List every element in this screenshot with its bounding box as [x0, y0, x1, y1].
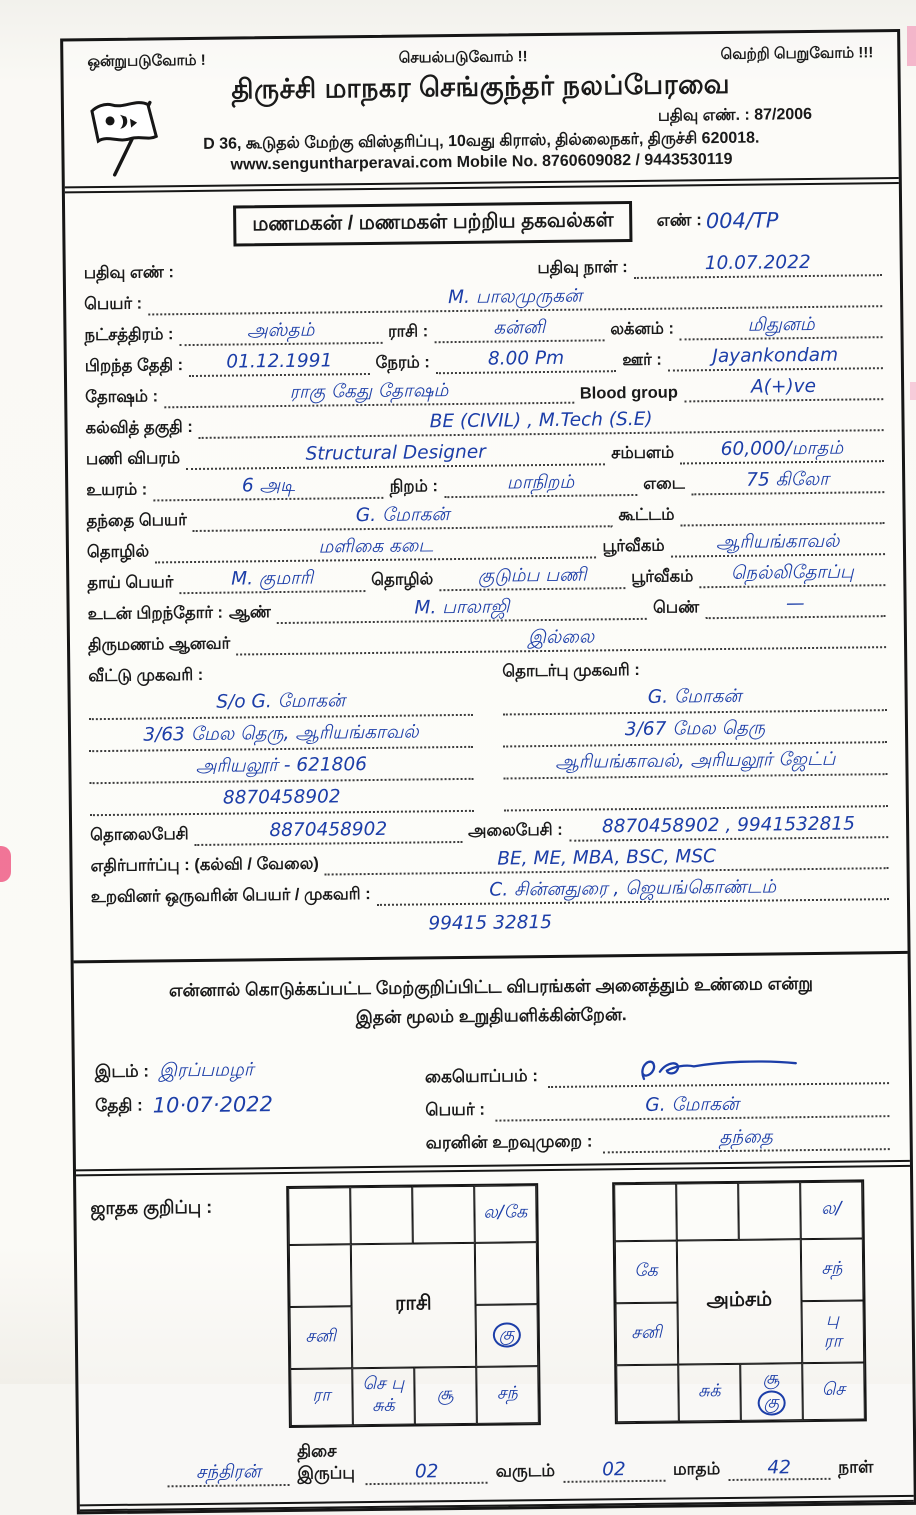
rasi-cell-r1c2	[350, 1186, 413, 1244]
org-website-mobile: www.senguntharperavai.com Mobile No. 8760609082 / 9443530119	[230, 150, 733, 174]
dasa-years-field: 02	[366, 1460, 488, 1484]
row-mother	[87, 563, 885, 595]
dob-field: 01.12.1991	[189, 352, 370, 377]
amsam-cell-r4c4: செ	[802, 1362, 865, 1420]
father-native-label: பூர்வீகம்	[602, 536, 665, 556]
form-title-row	[65, 184, 900, 252]
rasi-cell-r4c4: சந்	[476, 1366, 539, 1424]
place-row	[95, 1058, 385, 1084]
amsam-cell-r2c4: சந்	[801, 1238, 864, 1301]
complexion-label: நிறம் :	[389, 477, 439, 496]
rasi-cell-r2c4	[475, 1242, 538, 1305]
scan-edge-mark-right-top	[907, 26, 916, 66]
slogan-center: செயல்படுவோம் !!	[398, 48, 528, 67]
letterhead	[63, 32, 899, 186]
dasa-months-field: 02	[563, 1458, 665, 1482]
rasi-cell-r3c4: கு	[475, 1304, 538, 1367]
dosham-field: ராகு கேது தோஷம்	[164, 381, 574, 409]
row-phones	[90, 815, 888, 847]
education-field: BE (CIVIL) , M.Tech (S.E)	[199, 408, 884, 439]
siblings-male-label: ஆண்	[228, 603, 271, 622]
job-label: பணி விபரம்	[85, 449, 181, 469]
mobile-label: அலைபேசி :	[467, 820, 563, 840]
rasi-cell-r4c1: ரா	[290, 1368, 353, 1426]
siblings-male-field: M. பாலாஜி	[277, 597, 647, 624]
rasi-chart-title: ராசி	[351, 1243, 476, 1368]
blood-group-field: A(+)ve	[684, 377, 884, 402]
signoff-right	[425, 1042, 890, 1155]
relation-label: வரனின் உறவுமுறை :	[425, 1131, 593, 1153]
birth-time-label: நேரம் :	[375, 353, 430, 372]
home-address-line-3: அரியலூர் - 621806	[89, 755, 473, 784]
signoff-left	[95, 1048, 386, 1159]
row-father-job	[87, 532, 885, 564]
row-birth	[85, 346, 883, 378]
amsam-cell-r2c1: கே	[615, 1240, 678, 1303]
weight-field: 75 கிலோ	[691, 470, 885, 495]
kootam-label: கூட்டம்	[618, 505, 675, 525]
row-star-rasi-lagnam	[84, 315, 882, 347]
reg-date-label: பதிவு நாள் :	[537, 258, 628, 278]
rasi-label: ராசி :	[387, 322, 429, 341]
relation-field: தந்தை	[602, 1127, 889, 1153]
home-address-column	[88, 663, 474, 816]
address-section	[88, 658, 888, 816]
declaration-line-1: என்னால் கொடுக்கப்பட்ட மேற்குறிப்பிட்ட விபரங்கள் அனைத்தும் உண்மை என்று	[168, 973, 814, 1001]
mother-job-field: குடும்ப பணி	[439, 566, 625, 591]
dasa-balance-row	[79, 1425, 914, 1504]
father-name-field: G. மோகன்	[193, 504, 613, 532]
mobile-field: 8870458902 , 9941532815	[569, 815, 889, 842]
father-name-label: தந்தை பெயர்	[86, 511, 187, 531]
section-divider-thick	[74, 951, 908, 963]
home-address-line-4: 8870458902	[90, 787, 474, 816]
relative-label: உறவினர் ஒருவரின் பெயர் / முகவரி :	[90, 885, 371, 907]
kootam-field	[680, 501, 884, 526]
date-label: தேதி :	[95, 1095, 143, 1115]
mother-name-field: M. குமாரி	[179, 569, 365, 594]
reg-date-field: 10.07.2022	[634, 253, 882, 279]
org-registration-number: பதிவு எண். : 87/2006	[657, 105, 813, 125]
relative-field: C. சின்னதுரை , ஜெயங்கொண்டம்	[377, 877, 889, 906]
contact-address-line-1: G. மோகன்	[503, 686, 887, 715]
father-job-field: மளிகை கடை	[155, 535, 597, 563]
declaration	[74, 968, 909, 1035]
salary-label: சம்பளம்	[611, 443, 675, 463]
birth-time-field: 8.00 Pm	[436, 349, 617, 374]
height-label: உயரம் :	[86, 480, 148, 500]
weight-label: எடை	[643, 474, 685, 493]
dob-label: பிறந்த தேதி :	[84, 356, 184, 376]
amsam-cell-r3c1: சனி	[615, 1302, 678, 1365]
job-field: Structural Designer	[186, 442, 605, 470]
mother-native-field: நெல்லிதோப்பு	[699, 563, 885, 588]
siblings-female-label: பெண்	[652, 598, 700, 617]
salary-field: 60,000/மாதம்	[680, 439, 884, 464]
form-outer-border	[60, 29, 916, 1514]
form-body	[66, 243, 908, 946]
dasa-label-4: நாள்	[838, 1457, 874, 1477]
height-field: 6 அடி	[153, 476, 384, 502]
serial-number	[656, 208, 778, 233]
place-label: இடம் :	[94, 1061, 150, 1081]
complexion-field: மாநிறம்	[444, 473, 638, 498]
birth-place-label: ஊர் :	[622, 350, 662, 370]
name-field: M. பாலமுருகன்	[148, 284, 882, 315]
row-name	[84, 284, 882, 316]
reg-no-label: பதிவு எண் :	[83, 263, 175, 283]
name-label: பெயர் :	[84, 294, 143, 314]
dasa-label-1: திசை இருப்பு	[297, 1441, 356, 1483]
date-row	[95, 1091, 385, 1118]
row-physical	[86, 470, 884, 502]
rasi-cell-r4c2: செ பு சுக்	[352, 1367, 415, 1425]
married-field: இல்லை	[236, 625, 886, 655]
star-field: அஸ்தம்	[179, 321, 382, 346]
amsam-cell-r4c3	[740, 1363, 803, 1421]
scan-edge-mark-left	[0, 846, 11, 882]
row-relative	[91, 877, 889, 909]
amsam-cell-r1c2	[676, 1183, 739, 1241]
slogan-left: ஒன்றுபடுவோம் !	[87, 51, 206, 71]
amsam-cell-r1c3	[738, 1182, 801, 1240]
serial-value: 004/TP	[705, 207, 779, 233]
row-siblings	[88, 594, 886, 626]
dasa-label-3: மாதம்	[672, 1458, 721, 1479]
horoscope-section	[76, 1167, 913, 1434]
date-value: 10·07·2022	[152, 1091, 274, 1118]
signer-name-row	[425, 1094, 889, 1122]
reg-no-blank	[180, 280, 531, 284]
row-relative-phone	[91, 908, 889, 938]
organization-name: திருச்சி மாநகர செங்குந்தர் நலப்பேரவை	[231, 68, 731, 105]
birth-place-field: Jayankondam	[668, 346, 883, 371]
slogan-right: வெற்றி பெறுவோம் !!!	[720, 44, 874, 63]
mother-name-label: தாய் பெயர்	[87, 573, 174, 593]
expectation-label: எதிர்பார்ப்பு : (கல்வி / வேலை)	[90, 854, 319, 876]
row-expectation	[90, 846, 888, 878]
dosham-label: தோஷம் :	[85, 387, 159, 407]
dasa-label-2: வருடம்	[495, 1460, 556, 1481]
father-job-label: தொழில்	[86, 542, 150, 562]
scan-edge-mark-right-mid	[910, 382, 916, 400]
amsam-chart	[612, 1179, 867, 1424]
declaration-line-2: இதன் மூலம் உறுதியளிக்கின்றேன்.	[355, 1003, 627, 1028]
father-native-field: ஆரியங்காவல்	[670, 532, 885, 557]
row-job-salary	[86, 439, 884, 471]
row-education	[85, 408, 883, 440]
blood-group-label: Blood group	[579, 383, 678, 403]
contact-address-column	[502, 658, 888, 811]
mother-native-label: பூர்வீகம்	[631, 567, 694, 587]
mother-job-label: தொழில்	[371, 570, 434, 589]
amsam-cell-r4c2: சுக்	[678, 1364, 741, 1422]
relation-row	[426, 1127, 890, 1155]
rasi-cell-r1c4: ல/கே	[474, 1185, 537, 1243]
row-father	[86, 501, 884, 533]
expectation-field: BE, ME, MBA, BSC, MSC	[325, 846, 889, 875]
contact-address-line-2: 3/67 மேல தெரு	[503, 718, 887, 747]
amsam-chart-title: அம்சம்	[677, 1239, 802, 1364]
amsam-cell-r4c1	[616, 1364, 679, 1422]
place-value: இரப்பமழர்	[158, 1059, 254, 1082]
home-address-line-2: 3/63 மேல தெரு, ஆரியங்காவல்	[89, 723, 473, 752]
signature-label: கையொப்பம் :	[424, 1065, 539, 1087]
rasi-field: கன்னி	[434, 318, 604, 343]
contact-address-line-3: ஆரியங்காவல், அரியலூர் ஜேட்ப்	[503, 750, 887, 779]
association-flag-icon	[88, 96, 181, 184]
home-address-label: வீட்டு முகவரி :	[88, 665, 204, 686]
form-title: மணமகன் / மணமகள் பற்றிய தகவல்கள்	[233, 201, 633, 247]
row-married	[88, 625, 886, 657]
serial-label: எண் :	[656, 209, 702, 230]
lagnam-label: லக்னம் :	[610, 319, 675, 339]
signature-row	[425, 1052, 889, 1089]
home-address-line-1: S/o G. மோகன்	[89, 691, 473, 720]
rasi-cell-r3c1: சனி	[289, 1306, 352, 1369]
signature-field	[548, 1052, 889, 1088]
amsam-cell-r1c1	[614, 1183, 677, 1241]
education-label: கல்வித் தகுதி :	[85, 418, 193, 438]
dasa-days-field: 42	[728, 1457, 830, 1481]
siblings-female-field: —	[705, 594, 886, 619]
row-dosham-blood	[85, 377, 883, 409]
rasi-cell-r4c3: சூ	[414, 1367, 477, 1425]
star-label: நட்சத்திரம் :	[84, 325, 174, 345]
signoff-section	[74, 1026, 909, 1169]
amsam-cell-r1c4: ல/	[800, 1181, 863, 1239]
amsam-cell-r3c4: பு ரா	[801, 1300, 864, 1363]
dasa-planet-field: சந்திரன்	[167, 1461, 289, 1487]
relative-phone: 99415 32815	[428, 911, 553, 935]
row-registration	[84, 253, 882, 285]
rasi-cell-r1c3	[412, 1186, 475, 1244]
siblings-label: உடன் பிறந்தோர் :	[87, 603, 224, 624]
handwritten-signature-icon	[633, 1053, 803, 1085]
horoscope-label: ஜாதக குறிப்பு :	[90, 1196, 213, 1218]
signer-name-field: G. மோகன்	[495, 1094, 890, 1121]
rasi-cell-r1c1	[288, 1187, 351, 1245]
rasi-chart	[286, 1183, 541, 1428]
contact-address-label: தொடர்பு முகவரி :	[502, 660, 640, 681]
phone-label: தொலைபேசி	[90, 825, 189, 845]
signer-name-label: பெயர் :	[425, 1099, 486, 1120]
lagnam-field: மிதுனம்	[680, 315, 883, 340]
contact-address-line-4	[504, 782, 888, 811]
amsam-r4c3-sun: சூ	[762, 1368, 780, 1389]
married-label: திருமணம் ஆனவர்	[87, 634, 231, 655]
amsam-r4c3-guru: கு	[758, 1390, 786, 1415]
rasi-cell-r2c1	[289, 1244, 352, 1307]
phone-field: 8870458902	[194, 820, 462, 846]
org-address: D 36, கூடுதல் மேற்கு விஸ்தரிப்பு, 10வது கிராஸ், தில்லைநகர், திருச்சி 620018.	[203, 129, 760, 153]
